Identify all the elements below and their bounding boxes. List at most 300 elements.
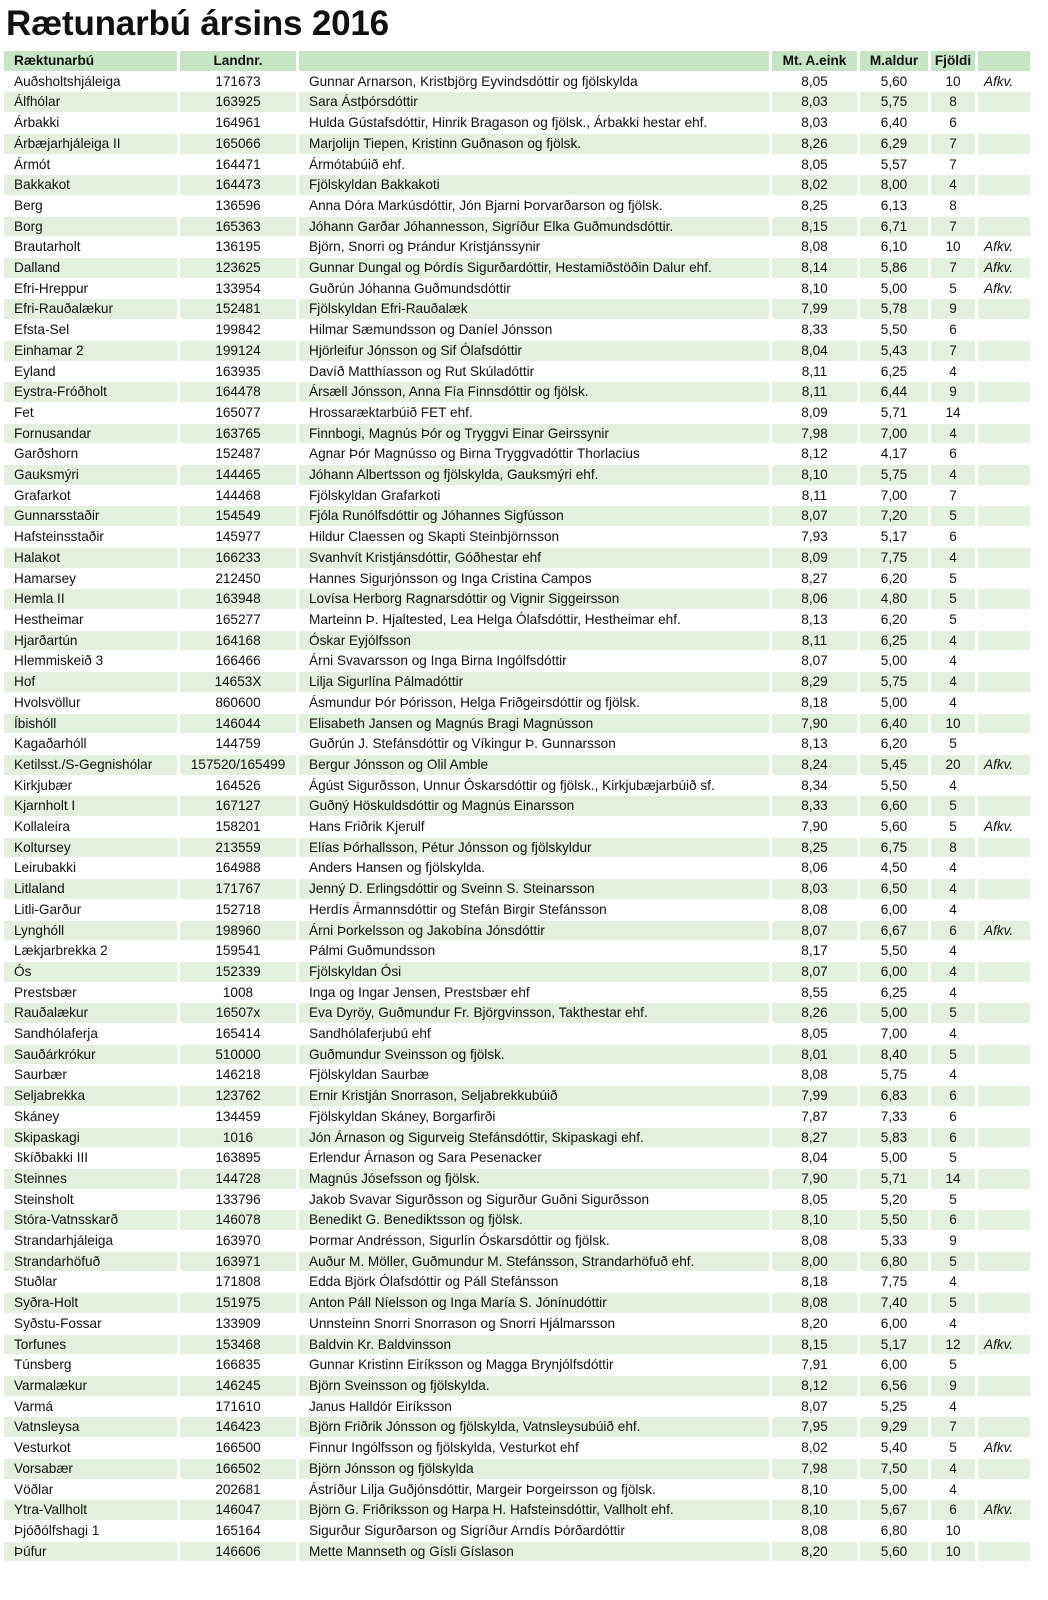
breeding-farms-table (1, 50, 1033, 1562)
cell-note (978, 465, 1030, 485)
cell-owners: Hulda Gústafsdóttir, Hinrik Bragason og fjölsk., Árbakki hestar ehf. (299, 113, 769, 133)
cell-count: 5 (931, 1252, 975, 1272)
cell-note (978, 941, 1030, 961)
cell-avg-score: 8,13 (772, 610, 857, 630)
cell-count: 5 (931, 817, 975, 837)
table-row (4, 1417, 1030, 1437)
cell-land-number: 16507x (180, 1003, 296, 1023)
cell-farm-name: Varmá (4, 1397, 177, 1417)
table-row (4, 962, 1030, 982)
table-row (4, 279, 1030, 299)
cell-note (978, 1148, 1030, 1168)
cell-avg-age: 7,40 (860, 1293, 928, 1313)
cell-avg-age: 7,00 (860, 486, 928, 506)
cell-note (978, 796, 1030, 816)
cell-avg-age: 6,40 (860, 714, 928, 734)
cell-note: Afkv. (978, 1335, 1030, 1355)
cell-avg-score: 8,11 (772, 362, 857, 382)
table-row (4, 1293, 1030, 1313)
cell-avg-age: 5,45 (860, 755, 928, 775)
cell-note (978, 1210, 1030, 1230)
cell-note (978, 341, 1030, 361)
cell-avg-score: 8,18 (772, 1272, 857, 1292)
cell-owners: Pálmi Guðmundsson (299, 941, 769, 961)
cell-land-number: 165277 (180, 610, 296, 630)
cell-count: 4 (931, 175, 975, 195)
table-row (4, 1107, 1030, 1127)
cell-owners: Hjörleifur Jónsson og Sif Ólafsdóttir (299, 341, 769, 361)
cell-note (978, 631, 1030, 651)
cell-count: 4 (931, 776, 975, 796)
cell-avg-score: 8,05 (772, 1024, 857, 1044)
table-row (4, 382, 1030, 402)
cell-note (978, 134, 1030, 154)
cell-count: 6 (931, 1128, 975, 1148)
cell-farm-name: Efri-Rauðalækur (4, 299, 177, 319)
cell-avg-score: 8,27 (772, 569, 857, 589)
cell-farm-name: Þúfur (4, 1542, 177, 1562)
cell-avg-score: 8,29 (772, 672, 857, 692)
cell-count: 6 (931, 1107, 975, 1127)
cell-avg-age: 5,71 (860, 403, 928, 423)
cell-land-number: 166835 (180, 1355, 296, 1375)
cell-avg-age: 6,10 (860, 237, 928, 257)
table-row (4, 362, 1030, 382)
cell-avg-age: 5,43 (860, 341, 928, 361)
table-row (4, 796, 1030, 816)
table-row (4, 1397, 1030, 1417)
cell-avg-age: 7,75 (860, 1272, 928, 1292)
cell-land-number: 163935 (180, 362, 296, 382)
cell-avg-age: 6,50 (860, 879, 928, 899)
cell-note (978, 1293, 1030, 1313)
cell-avg-score: 8,05 (772, 1190, 857, 1210)
cell-avg-score: 8,08 (772, 900, 857, 920)
cell-land-number: 171767 (180, 879, 296, 899)
cell-land-number: 136195 (180, 237, 296, 257)
cell-owners: Ásmundur Þór Þórisson, Helga Friðgeirsdóttir og fjölsk. (299, 693, 769, 713)
cell-farm-name: Íbishóll (4, 714, 177, 734)
table-row (4, 341, 1030, 361)
cell-farm-name: Eyland (4, 362, 177, 382)
cell-farm-name: Gunnarsstaðir (4, 506, 177, 526)
cell-owners: Janus Halldór Eiríksson (299, 1397, 769, 1417)
cell-farm-name: Garðshorn (4, 444, 177, 464)
cell-avg-score: 7,95 (772, 1417, 857, 1437)
table-row (4, 403, 1030, 423)
cell-farm-name: Skíðbakki III (4, 1148, 177, 1168)
cell-farm-name: Rauðalækur (4, 1003, 177, 1023)
table-row (4, 838, 1030, 858)
cell-avg-score: 8,04 (772, 1148, 857, 1168)
table-row (4, 1169, 1030, 1189)
table-row (4, 569, 1030, 589)
cell-owners: Gunnar Arnarson, Kristbjörg Eyvindsdóttir og fjölskylda (299, 72, 769, 92)
cell-avg-score: 8,11 (772, 382, 857, 402)
cell-owners: Árni Svavarsson og Inga Birna Ingólfsdóttir (299, 651, 769, 671)
cell-avg-score: 8,20 (772, 1314, 857, 1334)
cell-note: Afkv. (978, 72, 1030, 92)
cell-avg-age: 6,29 (860, 134, 928, 154)
cell-avg-score: 8,33 (772, 320, 857, 340)
cell-avg-score: 8,25 (772, 196, 857, 216)
cell-land-number: 171610 (180, 1397, 296, 1417)
table-row (4, 1252, 1030, 1272)
cell-avg-score: 8,12 (772, 1376, 857, 1396)
cell-note (978, 362, 1030, 382)
cell-count: 4 (931, 651, 975, 671)
cell-count: 20 (931, 755, 975, 775)
cell-avg-age: 5,75 (860, 92, 928, 112)
cell-avg-score: 8,18 (772, 693, 857, 713)
cell-count: 9 (931, 1376, 975, 1396)
cell-avg-score: 7,99 (772, 299, 857, 319)
cell-avg-age: 5,00 (860, 1148, 928, 1168)
cell-land-number: 213559 (180, 838, 296, 858)
cell-note (978, 589, 1030, 609)
cell-avg-age: 5,00 (860, 1480, 928, 1500)
cell-owners: Davíð Matthíasson og Rut Skúladóttir (299, 362, 769, 382)
cell-avg-age: 5,60 (860, 72, 928, 92)
cell-farm-name: Ós (4, 962, 177, 982)
table-row (4, 1376, 1030, 1396)
cell-avg-score: 8,11 (772, 486, 857, 506)
cell-avg-score: 7,93 (772, 527, 857, 547)
cell-note (978, 1190, 1030, 1210)
cell-avg-age: 6,00 (860, 900, 928, 920)
cell-owners: Hilmar Sæmundsson og Daníel Jónsson (299, 320, 769, 340)
cell-owners: Eva Dyröy, Guðmundur Fr. Björgvinsson, Takthestar ehf. (299, 1003, 769, 1023)
table-row (4, 1542, 1030, 1562)
cell-avg-score: 8,55 (772, 983, 857, 1003)
cell-note (978, 1480, 1030, 1500)
cell-land-number: 163971 (180, 1252, 296, 1272)
table-row (4, 237, 1030, 257)
cell-owners: Árni Þorkelsson og Jakobína Jónsdóttir (299, 921, 769, 941)
cell-avg-score: 8,00 (772, 1252, 857, 1272)
cell-land-number: 171808 (180, 1272, 296, 1292)
cell-avg-score: 8,06 (772, 858, 857, 878)
table-row (4, 610, 1030, 630)
cell-land-number: 165077 (180, 403, 296, 423)
cell-land-number: 153468 (180, 1335, 296, 1355)
cell-avg-age: 5,00 (860, 279, 928, 299)
cell-avg-score: 8,24 (772, 755, 857, 775)
cell-note (978, 486, 1030, 506)
cell-avg-score: 8,05 (772, 155, 857, 175)
cell-farm-name: Fornusandar (4, 424, 177, 444)
cell-land-number: 167127 (180, 796, 296, 816)
table-row (4, 527, 1030, 547)
cell-farm-name: Borg (4, 217, 177, 237)
cell-owners: Herdís Ármannsdóttir og Stefán Birgir Stefánsson (299, 900, 769, 920)
cell-land-number: 158201 (180, 817, 296, 837)
cell-count: 5 (931, 1148, 975, 1168)
cell-avg-age: 8,40 (860, 1045, 928, 1065)
cell-owners: Ársæll Jónsson, Anna Fía Finnsdóttir og fjölsk. (299, 382, 769, 402)
cell-land-number: 166233 (180, 548, 296, 568)
cell-count: 10 (931, 1542, 975, 1562)
cell-farm-name: Varmalækur (4, 1376, 177, 1396)
table-row (4, 1521, 1030, 1541)
table-row (4, 1272, 1030, 1292)
cell-avg-score: 8,03 (772, 879, 857, 899)
cell-owners: Fjölskyldan Grafarkoti (299, 486, 769, 506)
cell-note (978, 1252, 1030, 1272)
cell-farm-name: Koltursey (4, 838, 177, 858)
cell-owners: Ágúst Sigurðsson, Unnur Óskarsdóttir og fjölsk., Kirkjubæjarbúið sf. (299, 776, 769, 796)
table-row (4, 465, 1030, 485)
cell-count: 6 (931, 1210, 975, 1230)
cell-count: 5 (931, 610, 975, 630)
table-row (4, 1003, 1030, 1023)
cell-note (978, 879, 1030, 899)
cell-note (978, 403, 1030, 423)
cell-avg-age: 6,67 (860, 921, 928, 941)
cell-farm-name: Brautarholt (4, 237, 177, 257)
table-row (4, 858, 1030, 878)
cell-note (978, 693, 1030, 713)
table-row (4, 672, 1030, 692)
cell-avg-age: 6,56 (860, 1376, 928, 1396)
cell-note: Afkv. (978, 921, 1030, 941)
cell-land-number: 146423 (180, 1417, 296, 1437)
cell-note: Afkv. (978, 817, 1030, 837)
cell-land-number: 166500 (180, 1438, 296, 1458)
cell-note (978, 651, 1030, 671)
cell-land-number: 152339 (180, 962, 296, 982)
cell-avg-score: 8,34 (772, 776, 857, 796)
cell-owners: Auður M. Möller, Guðmundur M. Stefánsson, Strandarhöfuð ehf. (299, 1252, 769, 1272)
cell-owners: Sara Ástþórsdóttir (299, 92, 769, 112)
cell-land-number: 144468 (180, 486, 296, 506)
cell-farm-name: Berg (4, 196, 177, 216)
cell-farm-name: Sauðárkrókur (4, 1045, 177, 1065)
cell-avg-age: 6,00 (860, 962, 928, 982)
cell-land-number: 133796 (180, 1190, 296, 1210)
cell-owners: Hrossaræktarbúið FET ehf. (299, 403, 769, 423)
cell-owners: Guðrún Jóhanna Guðmundsdóttir (299, 279, 769, 299)
cell-count: 4 (931, 1480, 975, 1500)
cell-note: Afkv. (978, 258, 1030, 278)
cell-note (978, 900, 1030, 920)
cell-avg-score: 8,14 (772, 258, 857, 278)
cell-avg-age: 6,00 (860, 1355, 928, 1375)
cell-land-number: 163895 (180, 1148, 296, 1168)
cell-avg-age: 5,83 (860, 1128, 928, 1148)
cell-avg-score: 7,90 (772, 1169, 857, 1189)
cell-avg-age: 5,33 (860, 1231, 928, 1251)
cell-count: 4 (931, 983, 975, 1003)
cell-count: 4 (931, 548, 975, 568)
cell-land-number: 163948 (180, 589, 296, 609)
cell-count: 7 (931, 1417, 975, 1437)
cell-owners: Guðmundur Sveinsson og fjölsk. (299, 1045, 769, 1065)
cell-farm-name: Skipaskagi (4, 1128, 177, 1148)
header-avg-score: Mt. A.eink (772, 51, 857, 71)
cell-note (978, 92, 1030, 112)
cell-note (978, 962, 1030, 982)
header-count: Fjöldi (931, 51, 975, 71)
cell-owners: Þormar Andrésson, Sigurlín Óskarsdóttir og fjölsk. (299, 1231, 769, 1251)
cell-farm-name: Hamarsey (4, 569, 177, 589)
cell-farm-name: Kjarnholt I (4, 796, 177, 816)
cell-avg-age: 6,25 (860, 362, 928, 382)
cell-farm-name: Hlemmiskeið 3 (4, 651, 177, 671)
cell-note (978, 1542, 1030, 1562)
cell-farm-name: Strandarhöfuð (4, 1252, 177, 1272)
cell-owners: Fjóla Runólfsdóttir og Jóhannes Sigfússon (299, 506, 769, 526)
cell-avg-score: 8,07 (772, 1397, 857, 1417)
cell-avg-age: 6,83 (860, 1086, 928, 1106)
cell-farm-name: Syðra-Holt (4, 1293, 177, 1313)
cell-avg-age: 5,75 (860, 672, 928, 692)
cell-owners: Anton Páll Níelsson og Inga María S. Jónínudóttir (299, 1293, 769, 1313)
cell-owners: Óskar Eyjólfsson (299, 631, 769, 651)
cell-farm-name: Leirubakki (4, 858, 177, 878)
cell-owners: Marjolijn Tiepen, Kristinn Guðnason og fjölsk. (299, 134, 769, 154)
cell-note (978, 155, 1030, 175)
table-row (4, 1355, 1030, 1375)
cell-note (978, 548, 1030, 568)
cell-note (978, 983, 1030, 1003)
cell-land-number: 198960 (180, 921, 296, 941)
cell-land-number: 159541 (180, 941, 296, 961)
cell-farm-name: Þjóðólfshagi 1 (4, 1521, 177, 1541)
cell-owners: Lilja Sigurlína Pálmadóttir (299, 672, 769, 692)
cell-note (978, 569, 1030, 589)
cell-count: 6 (931, 1500, 975, 1520)
cell-count: 4 (931, 1065, 975, 1085)
cell-count: 4 (931, 362, 975, 382)
cell-avg-score: 8,03 (772, 113, 857, 133)
cell-owners: Ernir Kristján Snorrason, Seljabrekkubúið (299, 1086, 769, 1106)
cell-owners: Finnbogi, Magnús Þór og Tryggvi Einar Geirssynir (299, 424, 769, 444)
cell-avg-age: 6,75 (860, 838, 928, 858)
table-row (4, 1086, 1030, 1106)
table-row (4, 113, 1030, 133)
cell-avg-score: 8,08 (772, 1065, 857, 1085)
cell-avg-age: 6,20 (860, 734, 928, 754)
cell-owners: Sigurður Sigurðarson og Sigríður Arndís Þórðardóttir (299, 1521, 769, 1541)
cell-land-number: 151975 (180, 1293, 296, 1313)
cell-farm-name: Hjarðartún (4, 631, 177, 651)
table-row (4, 734, 1030, 754)
cell-owners: Marteinn Þ. Hjaltested, Lea Helga Ólafsdóttir, Hestheimar ehf. (299, 610, 769, 630)
cell-land-number: 144465 (180, 465, 296, 485)
cell-land-number: 164168 (180, 631, 296, 651)
cell-count: 10 (931, 72, 975, 92)
cell-count: 4 (931, 941, 975, 961)
cell-note (978, 734, 1030, 754)
cell-farm-name: Árbæjarhjáleiga II (4, 134, 177, 154)
cell-owners: Inga og Ingar Jensen, Prestsbær ehf (299, 983, 769, 1003)
table-row (4, 817, 1030, 837)
cell-farm-name: Prestsbær (4, 983, 177, 1003)
cell-land-number: 136596 (180, 196, 296, 216)
cell-owners: Edda Björk Ólafsdóttir og Páll Stefánsson (299, 1272, 769, 1292)
cell-farm-name: Ármót (4, 155, 177, 175)
cell-land-number: 1016 (180, 1128, 296, 1148)
table-row (4, 1045, 1030, 1065)
table-row (4, 1438, 1030, 1458)
table-row (4, 134, 1030, 154)
header-owners (299, 51, 769, 71)
cell-count: 6 (931, 320, 975, 340)
cell-count: 4 (931, 631, 975, 651)
cell-farm-name: Kagaðarhóll (4, 734, 177, 754)
cell-count: 10 (931, 714, 975, 734)
cell-count: 4 (931, 900, 975, 920)
cell-avg-score: 7,87 (772, 1107, 857, 1127)
cell-owners: Elías Þórhallsson, Pétur Jónsson og fjölskyldur (299, 838, 769, 858)
cell-owners: Unnsteinn Snorri Snorrason og Snorri Hjálmarsson (299, 1314, 769, 1334)
cell-owners: Guðný Höskuldsdóttir og Magnús Einarsson (299, 796, 769, 816)
cell-land-number: 199124 (180, 341, 296, 361)
cell-avg-age: 5,00 (860, 1003, 928, 1023)
cell-note (978, 776, 1030, 796)
cell-owners: Fjölskyldan Efri-Rauðalæk (299, 299, 769, 319)
cell-owners: Svanhvít Kristjánsdóttir, Góðhestar ehf (299, 548, 769, 568)
table-row (4, 1190, 1030, 1210)
table-row (4, 589, 1030, 609)
cell-land-number: 165414 (180, 1024, 296, 1044)
cell-land-number: 134459 (180, 1107, 296, 1127)
cell-note (978, 320, 1030, 340)
table-row (4, 941, 1030, 961)
table-row (4, 631, 1030, 651)
cell-owners: Gunnar Kristinn Eiríksson og Magga Brynjólfsdóttir (299, 1355, 769, 1375)
table-row (4, 1480, 1030, 1500)
table-row (4, 714, 1030, 734)
cell-avg-age: 9,29 (860, 1417, 928, 1437)
cell-count: 5 (931, 796, 975, 816)
cell-count: 4 (931, 879, 975, 899)
cell-farm-name: Vesturkot (4, 1438, 177, 1458)
cell-avg-score: 8,07 (772, 921, 857, 941)
cell-avg-age: 5,00 (860, 693, 928, 713)
cell-farm-name: Dalland (4, 258, 177, 278)
cell-farm-name: Hvolsvöllur (4, 693, 177, 713)
cell-avg-age: 6,60 (860, 796, 928, 816)
cell-avg-score: 8,07 (772, 506, 857, 526)
cell-count: 7 (931, 155, 975, 175)
cell-note (978, 382, 1030, 402)
cell-count: 6 (931, 921, 975, 941)
cell-note (978, 217, 1030, 237)
cell-avg-score: 8,26 (772, 1003, 857, 1023)
cell-note (978, 113, 1030, 133)
cell-avg-score: 7,90 (772, 714, 857, 734)
cell-land-number: 146078 (180, 1210, 296, 1230)
cell-owners: Sandhólaferjubú ehf (299, 1024, 769, 1044)
cell-avg-score: 8,15 (772, 217, 857, 237)
table-row (4, 217, 1030, 237)
cell-avg-age: 6,80 (860, 1252, 928, 1272)
cell-farm-name: Efsta-Sel (4, 320, 177, 340)
cell-owners: Mette Mannseth og Gísli Gíslason (299, 1542, 769, 1562)
table-row (4, 72, 1030, 92)
cell-land-number: 152487 (180, 444, 296, 464)
cell-avg-age: 5,50 (860, 776, 928, 796)
cell-land-number: 146047 (180, 1500, 296, 1520)
cell-note (978, 527, 1030, 547)
table-row (4, 693, 1030, 713)
cell-avg-age: 5,40 (860, 1438, 928, 1458)
cell-count: 12 (931, 1335, 975, 1355)
table-row (4, 92, 1030, 112)
cell-avg-age: 7,20 (860, 506, 928, 526)
